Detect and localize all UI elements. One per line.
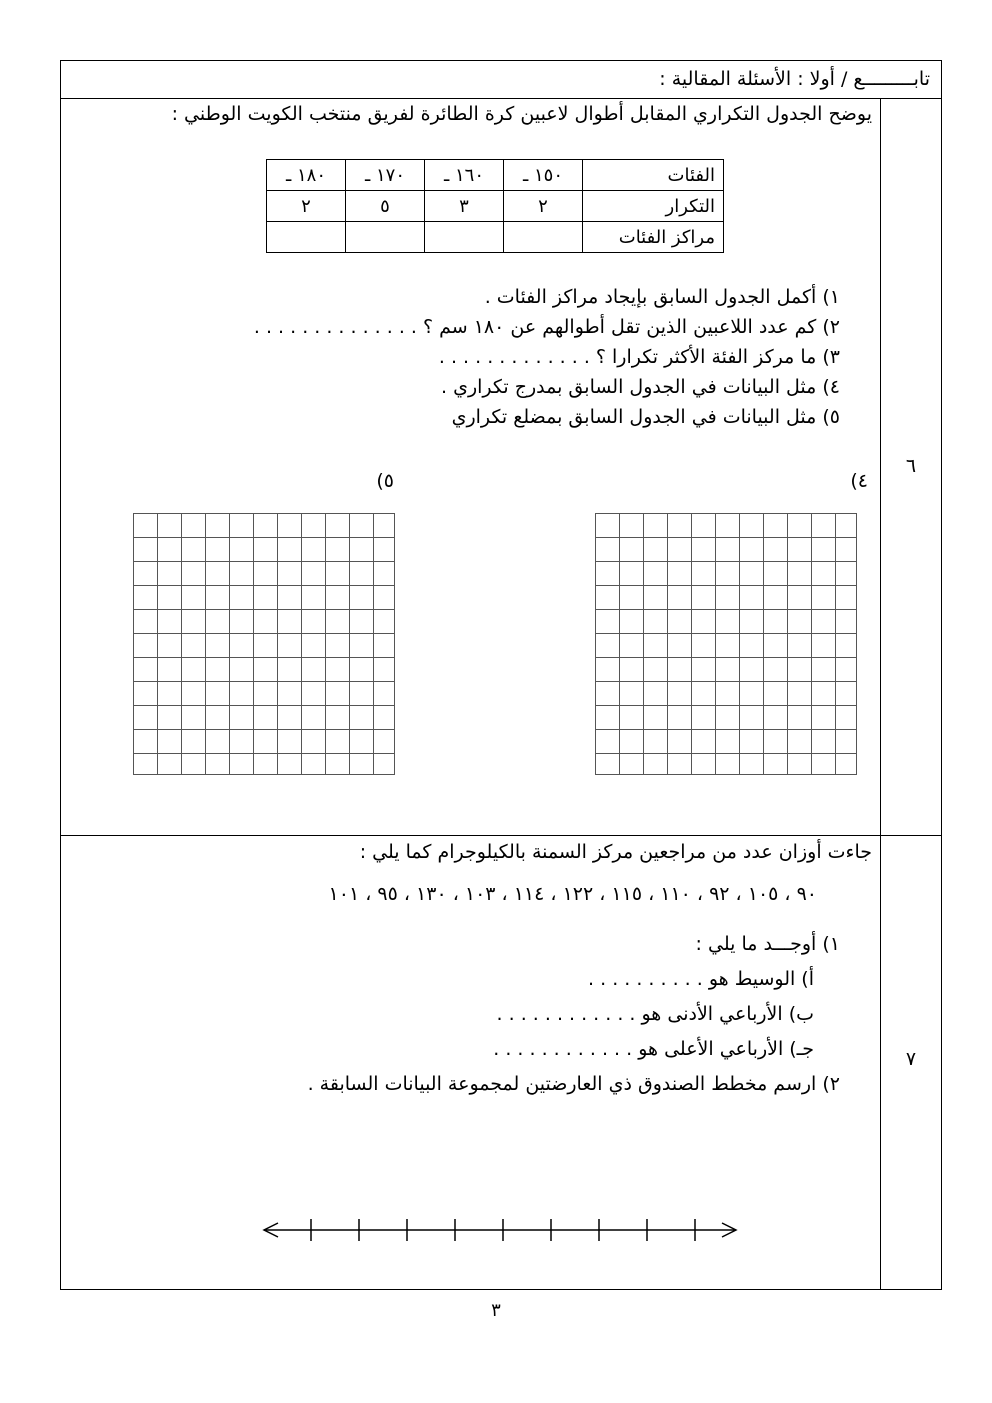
question-6-number: ٦	[905, 455, 917, 477]
center-cell[interactable]	[504, 222, 583, 253]
center-cell[interactable]	[425, 222, 504, 253]
question-6-item-4: ٤) مثل البيانات في الجدول السابق بمدرج تكراري .	[441, 376, 840, 398]
question-7-find-title: ١) أوجـــد ما يلي :	[695, 933, 840, 955]
grid-label-4: ٤)	[850, 470, 868, 492]
row-label-centers: مراكز الفئات	[583, 222, 724, 253]
class-cell: ١٥٠ ـ	[504, 160, 583, 191]
frequency-cell: ٢	[504, 191, 583, 222]
class-cell: ١٦٠ ـ	[425, 160, 504, 191]
question-7-number: ٧	[905, 1048, 917, 1070]
number-line[interactable]	[0, 1200, 992, 1260]
section-header: تابـــــــــع / أولا : الأسئلة المقالية :	[659, 68, 930, 90]
question-6-intro: يوضح الجدول التكراري المقابل أطوال لاعبين كرة الطائرة لفريق منتخب الكويت الوطني :	[171, 103, 872, 125]
histogram-grid[interactable]	[595, 513, 857, 775]
frequency-cell: ٢	[267, 191, 346, 222]
question-6-item-2: ٢) كم عدد اللاعبين الذين تقل أطوالهم عن ١٨٠ سم ؟ . . . . . . . . . . . . . .	[253, 316, 840, 338]
table-row-frequency	[267, 191, 724, 222]
lower-quartile-item: ب) الأرباعي الأدنى هو . . . . . . . . . . . .	[496, 1003, 814, 1025]
question-6-item-1: ١) أكمل الجدول السابق بإيجاد مراكز الفئات .	[484, 286, 840, 308]
page-number: ٣	[491, 1300, 501, 1321]
class-cell: ١٧٠ ـ	[346, 160, 425, 191]
box-plot-item: ٢) ارسم مخطط الصندوق ذي العارضتين لمجموعة البيانات السابقة .	[307, 1073, 840, 1095]
question-7-intro: جاءت أوزان عدد من مراجعين مركز السمنة بالكيلوجرام كما يلي :	[359, 841, 872, 863]
row-label-classes: الفئات	[583, 160, 724, 191]
question-6-item-3: ٣) ما مركز الفئة الأكثر تكرارا ؟ . . . . . . . . . . . . .	[438, 346, 840, 368]
table-row-centers	[267, 222, 724, 253]
row-label-frequency: التكرار	[583, 191, 724, 222]
class-cell: ١٨٠ ـ	[267, 160, 346, 191]
question-divider	[60, 835, 942, 836]
frequency-table	[266, 159, 724, 253]
weights-data: ٩٠ ، ١٠٥ ، ٩٢ ، ١١٠ ، ١١٥ ، ١٢٢ ، ١١٤ ، ١٠٣ ، ١٣٠ ، ٩٥ ، ١٠١	[328, 883, 817, 905]
frequency-cell: ٥	[346, 191, 425, 222]
center-cell[interactable]	[267, 222, 346, 253]
upper-quartile-item: جـ) الأرباعي الأعلى هو . . . . . . . . . . . .	[493, 1038, 814, 1060]
question-6-item-5: ٥) مثل البيانات في الجدول السابق بمضلع تكراري	[451, 406, 840, 428]
header-divider	[60, 98, 942, 99]
median-item: أ) الوسيط هو . . . . . . . . . .	[588, 968, 814, 990]
frequency-cell: ٣	[425, 191, 504, 222]
polygon-grid[interactable]	[133, 513, 395, 775]
center-cell[interactable]	[346, 222, 425, 253]
number-column-divider	[880, 98, 881, 1290]
grid-label-5: ٥)	[376, 470, 394, 492]
table-row-classes	[267, 160, 724, 191]
